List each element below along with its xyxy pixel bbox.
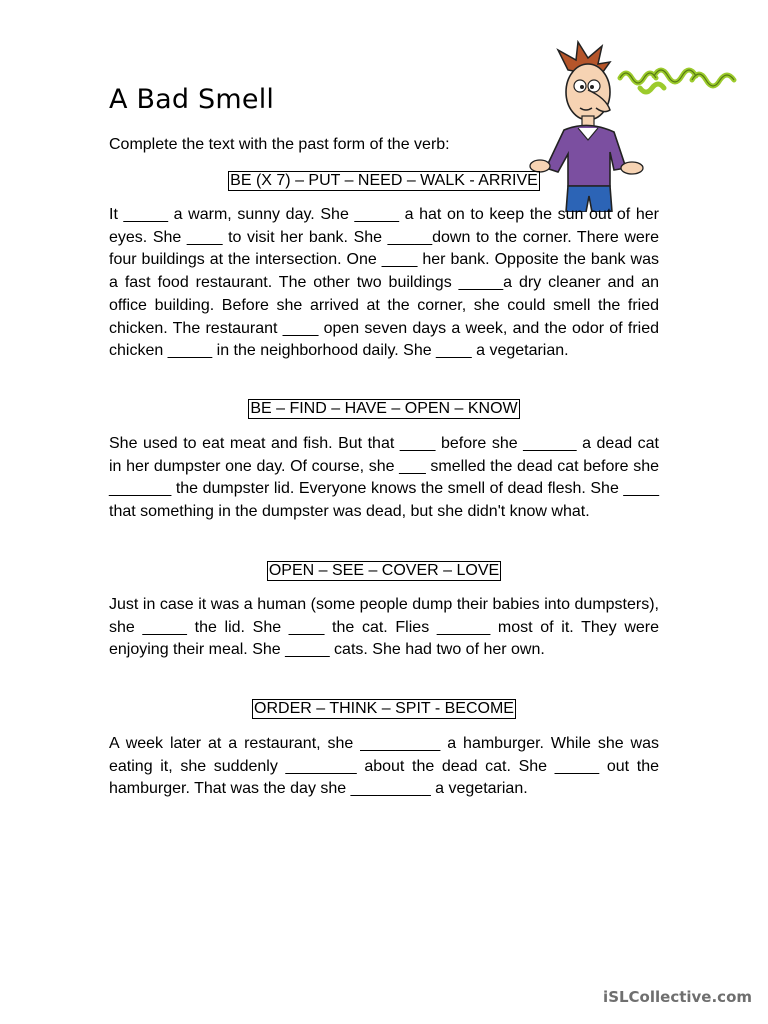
instruction-text: Complete the text with the past form of the verb:: [109, 136, 450, 153]
site-watermark: iSLCollective.com: [603, 988, 752, 1006]
paragraph-3: Just in case it was a human (some people dump their babies into dumpsters), she _____ the lid. She ____ the cat. Flies ______ most of it. They were enjoying their meal. She _____ cats. She had two of her own.: [109, 596, 659, 659]
word-box-row-2: [109, 399, 659, 419]
worksheet-title: A Bad Smell: [109, 84, 275, 115]
word-box-4: ORDER – THINK – SPIT - BECOME: [254, 700, 514, 717]
paragraph-2: She used to eat meat and fish. But that ____ before she ______ a dead cat in her dumpster one day. Of course, she ___ smelled the dead cat before she _______ the dumpster lid. Everyone knows the smell of dead flesh. She ____ that something in the dumpster was dead, but she didn't know what.: [109, 435, 659, 521]
word-box-row-4: [109, 699, 659, 719]
word-box-3: OPEN – SEE – COVER – LOVE: [268, 562, 500, 579]
word-box-row-1: [109, 171, 659, 191]
paragraph-1: It _____ a warm, sunny day. She _____ a hat on to keep the sun out of her eyes. She ____ to visit her bank. She _____down to the corner. There were four buildings at the intersection. One ____ her bank. Opposite the bank was a fast food restaurant. The other two buildings _____a dry cleaner and an office building. Before she arrived at the corner, she could smell the fried chicken. The restaurant ____ open seven days a week, and the odor of fried chicken _____ in the neighborhood daily. She ____ a vegetarian.: [109, 206, 659, 360]
word-box-row-3: [109, 561, 659, 581]
paragraph-4: A week later at a restaurant, she _________ a hamburger. While she was eating it, she suddenly ________ about the dead cat. She _____ out the hamburger. That was the day she _________ a vegetarian.: [109, 735, 659, 798]
word-box-2: BE – FIND – HAVE – OPEN – KNOW: [250, 400, 518, 417]
word-box-1: BE (X 7) – PUT – NEED – WALK - ARRIVE: [230, 172, 538, 189]
